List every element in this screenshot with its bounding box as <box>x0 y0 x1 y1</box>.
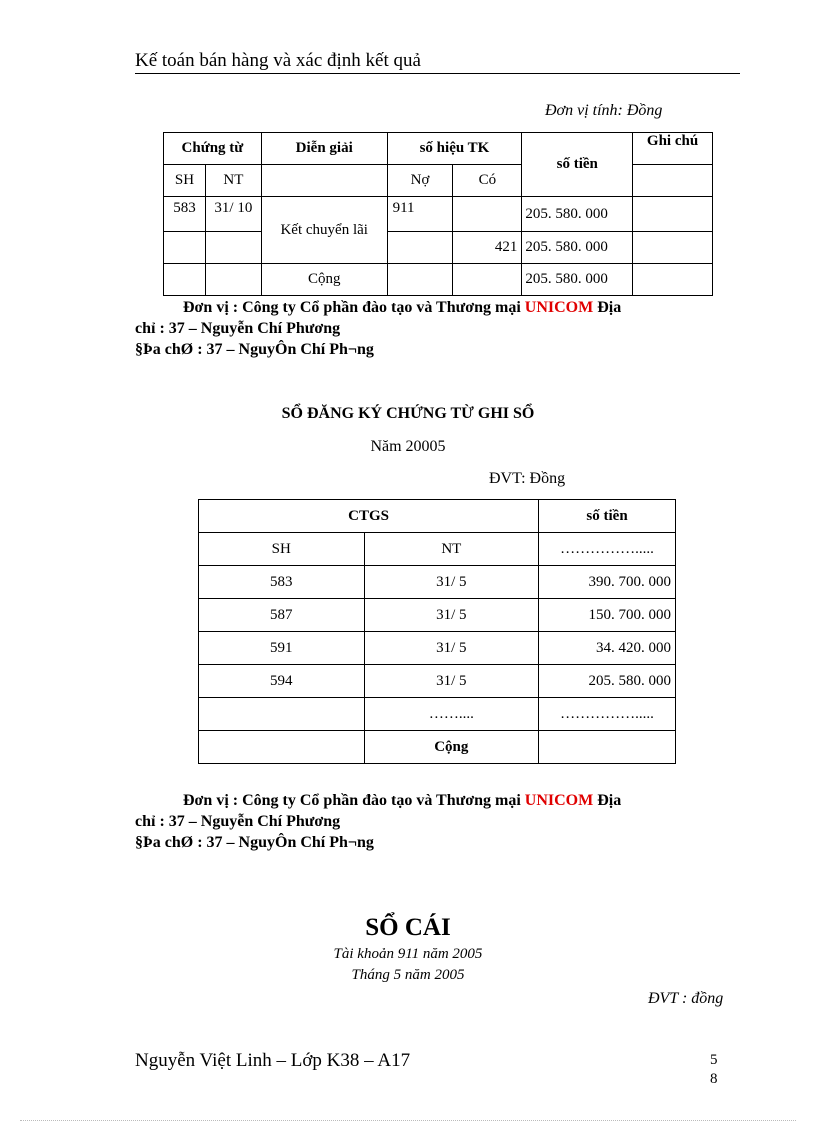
company-line-1 <box>135 790 735 811</box>
table-row <box>199 665 676 698</box>
row-sh: 591 <box>199 632 365 665</box>
address-label: Địa <box>593 299 622 316</box>
table-cell <box>205 232 261 264</box>
row1-co <box>453 197 522 232</box>
header-divider <box>135 73 740 74</box>
company-name: Đơn vị : Công ty Cổ phần đào tạo và Thương mại <box>183 792 525 809</box>
row-so-tien: 150. 700. 000 <box>539 599 676 632</box>
row-so-tien: 390. 700. 000 <box>539 566 676 599</box>
header-ctgs: CTGS <box>199 500 539 533</box>
company-address-garbled: §Þa chØ : 37 – NguyÔn Chí Ph¬ng <box>135 341 374 358</box>
header-chung-tu: Chứng từ <box>164 133 262 165</box>
footer-author: Nguyễn Việt Linh – Lớp K38 – A17 <box>135 1050 411 1071</box>
ledger-title: SỔ CÁI <box>365 914 451 941</box>
register-title: SỔ ĐĂNG KÝ CHỨNG TỪ GHI SỔ <box>281 405 535 422</box>
row1-dien-giai: Kết chuyển lãi <box>261 197 387 264</box>
header-placeholder: ……………..... <box>539 533 676 566</box>
row1-nt: 31/ 10 <box>205 197 261 232</box>
address-label: Địa <box>593 792 622 809</box>
header-sh: SH <box>199 533 365 566</box>
company-address: chỉ : 37 – Nguyễn Chí Phương <box>135 320 341 337</box>
row-nt: 31/ 5 <box>364 632 539 665</box>
table-cell <box>387 232 453 264</box>
row1-so-tien: 205. 580. 000 <box>522 197 633 232</box>
table-cell <box>164 264 206 296</box>
company-info-block <box>135 297 735 360</box>
row-so-tien: 34. 420. 000 <box>539 632 676 665</box>
table1-unit-label: Đơn vị tính: Đồng <box>545 102 663 119</box>
register-table <box>198 499 676 764</box>
register-unit: ĐVT: Đồng <box>489 470 566 487</box>
header-sh: SH <box>164 165 206 197</box>
table-cell <box>261 165 387 197</box>
row2-so-tien: 205. 580. 000 <box>522 232 633 264</box>
voucher-table <box>163 132 713 296</box>
row-so-tien: 205. 580. 000 <box>539 665 676 698</box>
table-row <box>164 232 713 264</box>
ellipsis-nt: …….... <box>364 698 539 731</box>
table-cell <box>539 731 676 764</box>
table-cell <box>387 264 453 296</box>
company-address: chỉ : 37 – Nguyễn Chí Phương <box>135 813 341 830</box>
row1-no: 911 <box>387 197 453 232</box>
header-ghi-chu: Ghi chú <box>633 133 713 165</box>
header-so-hieu-tk: số hiệu TK <box>387 133 522 165</box>
table-row <box>199 698 676 731</box>
table-cell <box>199 698 365 731</box>
ledger-account: Tài khoản 911 năm 2005 <box>333 946 483 962</box>
ledger-unit: ĐVT : đồng <box>648 990 724 1007</box>
table-cell <box>199 731 365 764</box>
table-row <box>199 731 676 764</box>
table-cell <box>164 232 206 264</box>
header-so-tien: số tiền <box>539 500 676 533</box>
register-total-label: Cộng <box>364 731 539 764</box>
header-nt: NT <box>205 165 261 197</box>
row2-co: 421 <box>453 232 522 264</box>
row1-sh: 583 <box>164 197 206 232</box>
company-name: Đơn vị : Công ty Cổ phần đào tạo và Thương mại <box>183 299 525 316</box>
table-cell <box>633 264 713 296</box>
row-sh: 583 <box>199 566 365 599</box>
page-header-title: Kế toán bán hàng và xác định kết quả <box>135 50 421 71</box>
header-co: Có <box>453 165 522 197</box>
table-cell <box>633 232 713 264</box>
table-row <box>199 632 676 665</box>
header-no: Nợ <box>387 165 453 197</box>
register-year: Năm 20005 <box>370 438 446 455</box>
row-sh: 594 <box>199 665 365 698</box>
page-number-digit-1: 5 <box>710 1052 718 1068</box>
page-number-digit-2: 8 <box>710 1071 718 1087</box>
header-so-tien: số tiền <box>522 133 633 197</box>
table-row <box>164 197 713 232</box>
brand-name: UNICOM <box>524 792 594 809</box>
row-nt: 31/ 5 <box>364 599 539 632</box>
company-address-garbled: §Þa chØ : 37 – NguyÔn Chí Ph¬ng <box>135 834 374 851</box>
table-row <box>199 599 676 632</box>
header-nt: NT <box>364 533 539 566</box>
table-cell <box>205 264 261 296</box>
table-cell <box>633 165 713 197</box>
table-cell <box>453 264 522 296</box>
ledger-month: Tháng 5 năm 2005 <box>351 967 465 983</box>
company-line-1 <box>135 297 735 318</box>
row-nt: 31/ 5 <box>364 566 539 599</box>
header-dien-giai: Diễn giải <box>261 133 387 165</box>
table-row <box>164 264 713 296</box>
company-info-block-2 <box>135 790 735 853</box>
page-bottom-divider <box>20 1120 796 1121</box>
row-sh: 587 <box>199 599 365 632</box>
row-nt: 31/ 5 <box>364 665 539 698</box>
brand-name: UNICOM <box>524 299 594 316</box>
ellipsis-so-tien: ……………..... <box>539 698 676 731</box>
table-cell <box>633 197 713 232</box>
total-so-tien: 205. 580. 000 <box>522 264 633 296</box>
total-label: Cộng <box>261 264 387 296</box>
table-row <box>199 566 676 599</box>
